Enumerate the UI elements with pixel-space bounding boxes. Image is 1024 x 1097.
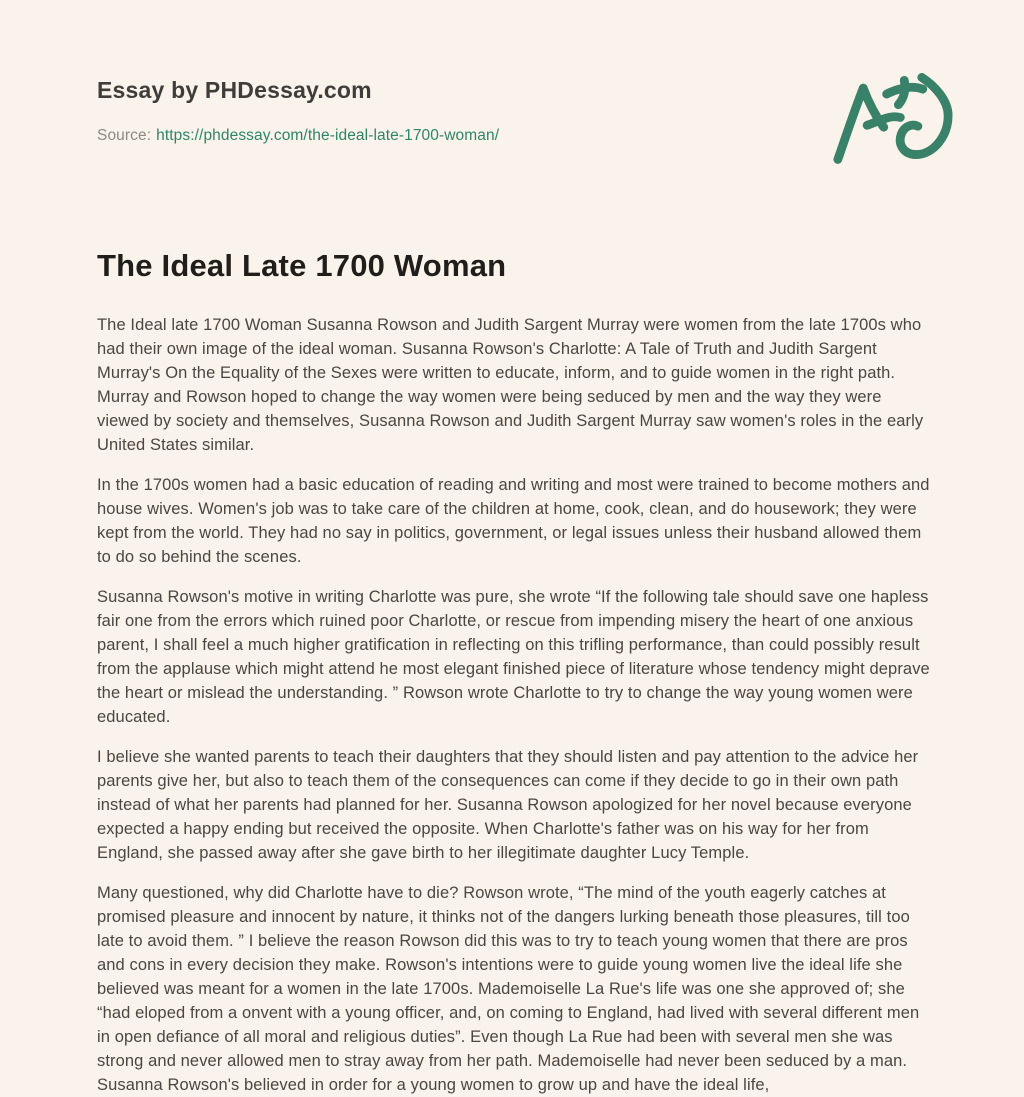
essay-paragraph: I believe she wanted parents to teach their daughters that they should listen and pay attention to the advice her parents give her, but also to teach them of the consequences can come if they decide to go in their own path instead of what her parents had planned for her. Susanna Rowson apologized for her novel because everyone expected a happy ending but received the opposite. When Charlotte's father was on his way for her from England, she passed away after she gave birth to her illegitimate daughter Lucy Temple.: [97, 748, 919, 862]
page-title: The Ideal Late 1700 Woman: [97, 248, 507, 283]
byline: Essay by PHDessay.com: [97, 77, 372, 103]
phdessay-logo: [832, 64, 954, 168]
essay-body: [97, 313, 930, 1097]
a-plus-icon: [832, 64, 954, 168]
source-label: Source:: [97, 127, 152, 144]
essay-paragraph: Many questioned, why did Charlotte have to die? Rowson wrote, “The mind of the youth eagerly catches at promised pleasure and innocent by nature, it thinks not of the dangers lurking beneath those pleasures, till too late to avoid them. ” I believe the reason Rowson did this was to try to teach young women that there are pros and cons in every decision they make. Rowson's intentions were to guide young women live the ideal life she believed was meant for a women in the late 1700s. Mademoiselle La Rue's life was one she approved of; she “had eloped from a onvent with a young officer, and, on coming to England, had lived with several different men in open defiance of all moral and religious duties”. Even though La Rue had been with several men she was strong and never allowed men to stray away from her path. Mademoiselle had never been seduced by a man. Susanna Rowson's believed in order for a young women to grow up and have the ideal life,: [97, 884, 920, 1094]
source-line: [97, 127, 499, 145]
header-text-block: [97, 74, 499, 145]
page-header: [97, 74, 930, 168]
essay-paragraph: In the 1700s women had a basic education of reading and writing and most were trained to become mothers and house wives. Women's job was to take care of the children at home, cook, clean, and do housework; they were kept from the world. They had no say in politics, government, or legal issues unless their husband allowed them to do so behind the scenes.: [97, 476, 930, 566]
source-link[interactable]: https://phdessay.com/the-ideal-late-1700-woman/: [156, 127, 500, 144]
essay-paragraph: Susanna Rowson's motive in writing Charlotte was pure, she wrote “If the following tale should save one hapless fair one from the errors which ruined poor Charlotte, or rescue from impending misery the heart of one anxious parent, I shall feel a much higher gratification in reflecting on this trifling performance, than could possibly result from the applause which might attend he most elegant finished piece of literature whose tendency might deprave the heart or mislead the understanding. ” Rowson wrote Charlotte to try to change the way young women were educated.: [97, 588, 930, 726]
essay-paragraph: The Ideal late 1700 Woman Susanna Rowson and Judith Sargent Murray were women from the late 1700s who had their own image of the ideal woman. Susanna Rowson's Charlotte: A Tale of Truth and Judith Sargent Murray's On the Equality of the Sexes were written to educate, inform, and to guide women in the right path. Murray and Rowson hoped to change the way women were being seduced by men and the way they were viewed by society and themselves, Susanna Rowson and Judith Sargent Murray saw women's roles in the early United States similar.: [97, 316, 924, 454]
